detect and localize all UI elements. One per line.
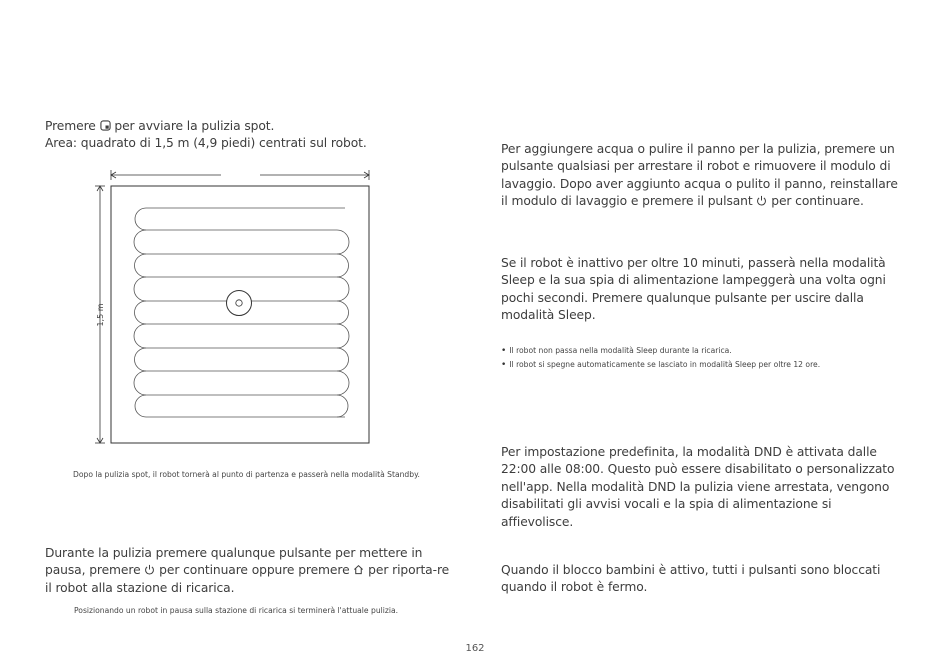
sleep-instruction: Se il robot è inattivo per oltre 10 minuti, passerà nella modalità Sleep e la sua spia di alimentazione lampeggerà una volta ogni pochi secondi. Premere qualunque pulsante per uscire dalla modalità Sleep.: [501, 256, 886, 323]
sleep-notes: [501, 344, 820, 372]
list-item: • Il robot si spegne automaticamente se lasciato in modalità Sleep per oltre 12 ore.: [501, 358, 820, 372]
robot-icon: [227, 291, 252, 316]
spot-cleaning-diagram: [90, 165, 380, 455]
page-number: 162: [465, 643, 485, 654]
child-lock-instruction: Quando il blocco bambini è attivo, tutti i pulsanti sono bloccati quando il robot è fermo.: [501, 563, 881, 595]
dnd-instruction: Per impostazione predefinita, la modalità DND è attivata dalle 22:00 alle 08:00. Questo può essere disabilitato o personalizzato nell'app. Nella modalità DND la pulizia viene arrestata, vengono disabilitati gli avvisi vocali e la spia di alimentazione si affievolisce.: [501, 445, 895, 529]
spot-line1-pre: Premere: [45, 119, 96, 133]
home-icon: [353, 564, 364, 575]
list-item: • Il robot non passa nella modalità Sleep durante la ricarica.: [501, 344, 820, 358]
spot-instruction: [45, 118, 465, 153]
pause-note: Posizionando un robot in pausa sulla stazione di ricarica si terminerà l'attuale pulizia.: [74, 606, 399, 615]
dimension-label: 1,5 m: [96, 303, 105, 327]
spot-line1-post: per avviare la pulizia spot.: [114, 119, 275, 133]
power-icon: [756, 195, 767, 206]
spot-clean-icon: [100, 120, 111, 131]
top-dimension-line: [111, 170, 369, 180]
spot-area-text: Area: quadrato di 1,5 m (4,9 piedi) centrati sul robot.: [45, 136, 367, 151]
power-icon: [144, 564, 155, 575]
spot-note: Dopo la pulizia spot, il robot tornerà al punto di partenza e passerà nella modalità Standby.: [73, 470, 420, 479]
pause-instruction: Durante la pulizia premere qualunque pulsante per mettere in pausa, premere per continuare oppure premere per riporta-re il robot alla stazione di ricarica.: [45, 546, 450, 595]
water-instruction: Per aggiungere acqua o pulire il panno per la pulizia, premere un pulsante qualsiasi per arrestare il robot e rimuovere il modulo di lavaggio. Dopo aver aggiunto acqua o pulito il panno, reinstallare il modulo di lavaggio e premere il pulsant per continuare.: [501, 142, 898, 209]
